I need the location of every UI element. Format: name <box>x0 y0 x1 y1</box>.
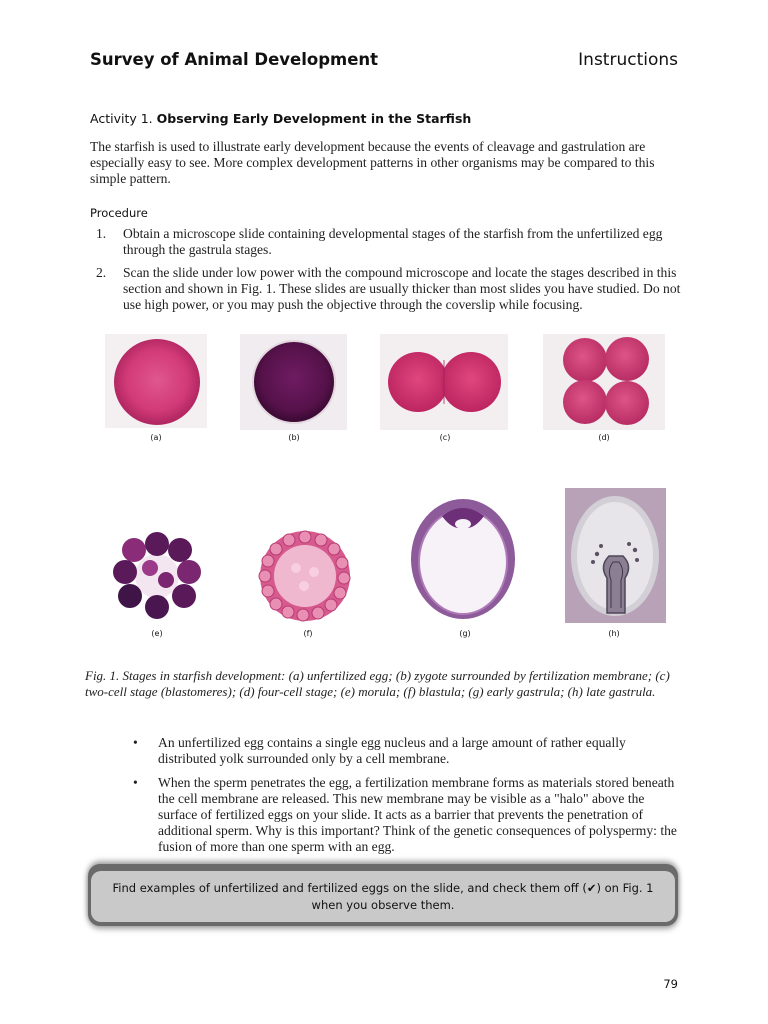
section-label: Instructions <box>578 50 678 70</box>
figure-label-g: (g) <box>459 629 471 638</box>
activity-prefix: Activity 1. <box>90 111 157 126</box>
micrograph-zygote <box>240 334 347 430</box>
figure-label-d: (d) <box>598 433 610 442</box>
page-number: 79 <box>663 977 678 991</box>
step-number: 2. <box>96 265 107 280</box>
micrograph-late-gastrula <box>565 488 666 623</box>
figure-label-c: (c) <box>439 433 451 442</box>
callout-text: Find examples of unfertilized and fertilized eggs on the slide, and check them off (✔) on Fig. 1 when you observe them. <box>91 871 675 922</box>
list-item <box>133 735 681 767</box>
procedure-step <box>90 226 682 258</box>
procedure-heading: Procedure <box>90 206 148 220</box>
micrograph-blastula <box>252 528 359 624</box>
figure-label-h: (h) <box>608 629 620 638</box>
figure-label-f: (f) <box>303 629 313 638</box>
figure-label-a: (a) <box>150 433 162 442</box>
callout-box <box>88 864 678 926</box>
micrograph-two-cell-stage <box>380 334 508 430</box>
step-text: Scan the slide under low power with the compound microscope and locate the stages described in this section and shown in Fig. 1. These slides are usually thicker than most slides you have studied. Do not use high power, or you may push the objective through the coverslip while focusing. <box>123 265 681 312</box>
figure-label-e: (e) <box>151 629 163 638</box>
bullet-text: When the sperm penetrates the egg, a fertilization membrane forms as materials stored beneath the cell membrane are released. This new membrane may be visible as a "halo" above the surface of fertilized eggs on your slide. It acts as a barrier that prevents the penetration of additional sperm. Why is this important? Think of the genetic consequences of polyspermy: the fusion of more than one sperm with an egg. <box>158 775 677 854</box>
procedure-steps <box>90 226 682 320</box>
bullet-text: An unfertilized egg contains a single egg nucleus and a large amount of rather equally distributed yolk surrounded only by a cell membrane. <box>158 735 626 766</box>
micrograph-four-cell-stage <box>543 334 665 430</box>
bullet-mark: • <box>133 735 138 750</box>
micrograph-early-gastrula <box>408 496 518 623</box>
procedure-step <box>90 265 682 313</box>
activity-heading <box>90 111 471 126</box>
figure-label-b: (b) <box>288 433 300 442</box>
list-item <box>133 775 681 855</box>
document-title: Survey of Animal Development <box>90 50 379 69</box>
step-number: 1. <box>96 226 107 241</box>
micrograph-unfertilized-egg <box>105 334 207 428</box>
bullet-mark: • <box>133 775 138 790</box>
micrograph-morula <box>108 528 206 624</box>
figure-caption: Fig. 1. Stages in starfish development: (a) unfertilized egg; (b) zygote surrounded by fertilization membrane; (c) two-cell stage (blastomeres); (d) four-cell stage; (e) morula; (f) blastula; (g) early gastrula; (h) late gastrula. <box>85 668 670 699</box>
intro-paragraph: The starfish is used to illustrate early development because the events of cleavage and gastrulation are especially easy to see. More complex development patterns in other organisms may be compared to this simple pattern. <box>90 139 655 186</box>
activity-title: Observing Early Development in the Starfish <box>156 111 472 126</box>
step-text: Obtain a microscope slide containing developmental stages of the starfish from the unfertilized egg through the gastrula stages. <box>123 226 663 257</box>
bullet-list <box>133 735 681 863</box>
